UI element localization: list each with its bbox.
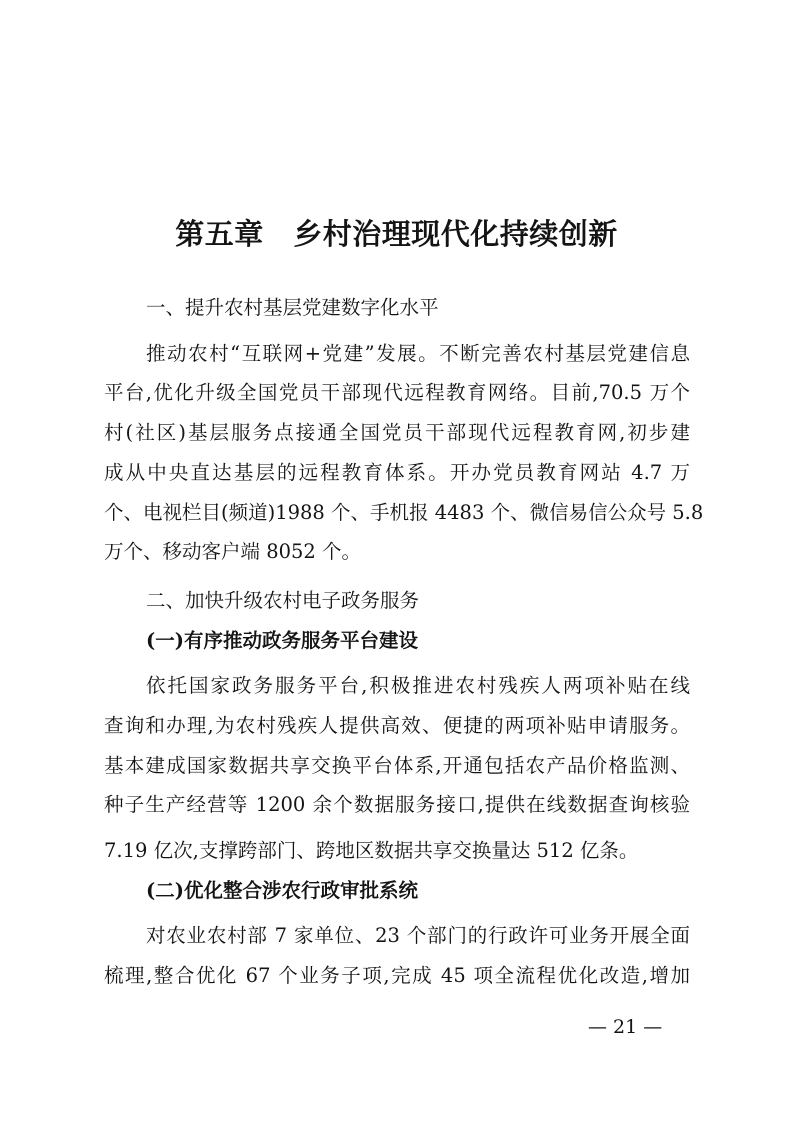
page-number: — 21 — bbox=[588, 1016, 663, 1038]
paragraph-line: 对农业农村部 7 家单位、23 个部门的行政许可业务开展全面 bbox=[146, 924, 690, 947]
chapter-title: 第五章 乡村治理现代化持续创新 bbox=[175, 217, 618, 251]
section-heading-1: 一、提升农村基层党建数字化水平 bbox=[146, 296, 439, 319]
paragraph-line: 基本建成国家数据共享交换平台体系,开通包括农产品价格监测、 bbox=[104, 754, 690, 777]
section-heading-2: 二、加快升级农村电子政务服务 bbox=[146, 589, 420, 612]
subsection-heading-2: (二)优化整合涉农行政审批系统 bbox=[146, 879, 418, 902]
paragraph-line: 村(社区)基层服务点接通全国党员干部现代远程教育网,初步建 bbox=[104, 421, 690, 444]
paragraph-line: 7.19 亿次,支撑跨部门、跨地区数据共享交换量达 512 亿条。 bbox=[104, 839, 639, 862]
paragraph-line: 梳理,整合优化 67 个业务子项,完成 45 项全流程优化改造,增加 bbox=[104, 964, 690, 987]
paragraph-line: 种子生产经营等 1200 余个数据服务接口,提供在线数据查询核验 bbox=[104, 793, 690, 816]
paragraph-line: 万个、移动客户端 8052 个。 bbox=[104, 540, 362, 563]
paragraph-line: 依托国家政务服务平台,积极推进农村残疾人两项补贴在线 bbox=[146, 674, 690, 697]
paragraph-line: 查询和办理,为农村残疾人提供高效、便捷的两项补贴申请服务。 bbox=[104, 714, 690, 737]
paragraph-line: 平台,优化升级全国党员干部现代远程教育网络。目前,70.5 万个 bbox=[104, 381, 690, 404]
paragraph-line: 成从中央直达基层的远程教育体系。开办党员教育网站 4.7 万 bbox=[104, 461, 690, 484]
paragraph-line: 个、电视栏目(频道)1988 个、手机报 4483 个、微信易信公众号 5.8 bbox=[104, 501, 704, 524]
subsection-heading-1: (一)有序推动政务服务平台建设 bbox=[146, 629, 418, 652]
paragraph-line: 推动农村“互联网+党建”发展。不断完善农村基层党建信息 bbox=[146, 342, 690, 365]
